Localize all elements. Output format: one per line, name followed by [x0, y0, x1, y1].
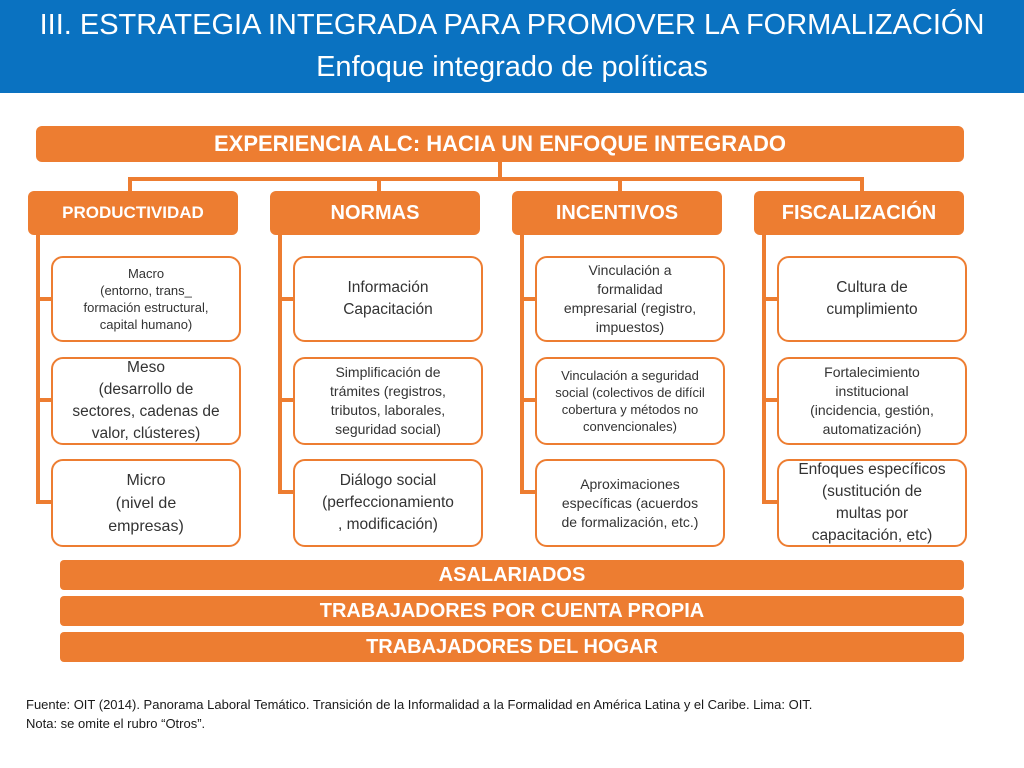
- item-aproximaciones: Aproximaciones específicas (acuerdos de formalización, etc.): [535, 459, 725, 547]
- item-vinculacion-seguridad: Vinculación a seguridad social (colectivos de difícil cobertura y métodos no convencionales): [535, 357, 725, 445]
- connector-horizontal: [130, 177, 862, 181]
- branch: [278, 490, 294, 494]
- connector-drop-2: [377, 177, 381, 191]
- item-dialogo-social: Diálogo social (perfeccionamiento , modificación): [293, 459, 483, 547]
- spine-col-4: [762, 235, 766, 504]
- item-informacion: Información Capacitación: [293, 256, 483, 342]
- slide-subtitle: Enfoque integrado de políticas: [316, 51, 708, 83]
- branch: [36, 297, 52, 301]
- omission-note: Nota: se omite el rubro “Otros”.: [26, 716, 206, 731]
- item-micro: Micro (nivel de empresas): [51, 459, 241, 547]
- bar-trabajadores-hogar: TRABAJADORES DEL HOGAR: [60, 632, 964, 662]
- branch: [762, 398, 778, 402]
- branch: [36, 398, 52, 402]
- item-enfoques: Enfoques específicos (sustitución de multas por capacitación, etc): [777, 459, 967, 547]
- spine-col-2: [278, 235, 282, 494]
- branch: [36, 500, 52, 504]
- branch: [520, 490, 536, 494]
- slide-title: III. ESTRATEGIA INTEGRADA PARA PROMOVER LA FORMALIZACIÓN: [39, 9, 985, 41]
- spine-col-1: [36, 235, 40, 504]
- column-header-normas: NORMAS: [270, 191, 480, 235]
- branch: [278, 297, 294, 301]
- branch: [762, 297, 778, 301]
- item-vinculacion-formalidad: Vinculación a formalidad empresarial (registro, impuestos): [535, 256, 725, 342]
- item-meso: Meso (desarrollo de sectores, cadenas de valor, clústeres): [51, 357, 241, 445]
- bar-cuenta-propia: TRABAJADORES POR CUENTA PROPIA: [60, 596, 964, 626]
- branch: [762, 500, 778, 504]
- connector-drop-4: [860, 177, 864, 191]
- slide-header: [0, 0, 1024, 93]
- branch: [520, 297, 536, 301]
- item-fortalecimiento: Fortalecimiento institucional (incidencia, gestión, automatización): [777, 357, 967, 445]
- bar-asalariados: ASALARIADOS: [60, 560, 964, 590]
- branch: [278, 398, 294, 402]
- source-note: Fuente: OIT (2014). Panorama Laboral Temático. Transición de la Informalidad a la Formalidad en América Latina y el Caribe. Lima: OIT.: [26, 697, 813, 712]
- item-cultura: Cultura de cumplimiento: [777, 256, 967, 342]
- connector-drop-3: [618, 177, 622, 191]
- top-category-bar: EXPERIENCIA ALC: HACIA UN ENFOQUE INTEGRADO: [36, 126, 964, 162]
- branch: [520, 398, 536, 402]
- column-header-fiscalizacion: FISCALIZACIÓN: [754, 191, 964, 235]
- spine-col-3: [520, 235, 524, 494]
- item-simplificacion: Simplificación de trámites (registros, tributos, laborales, seguridad social): [293, 357, 483, 445]
- connector-trunk: [498, 162, 502, 179]
- connector-drop-1: [128, 177, 132, 191]
- column-header-incentivos: INCENTIVOS: [512, 191, 722, 235]
- item-macro: Macro (entorno, trans_ formación estructural, capital humano): [51, 256, 241, 342]
- column-header-productividad: PRODUCTIVIDAD: [28, 191, 238, 235]
